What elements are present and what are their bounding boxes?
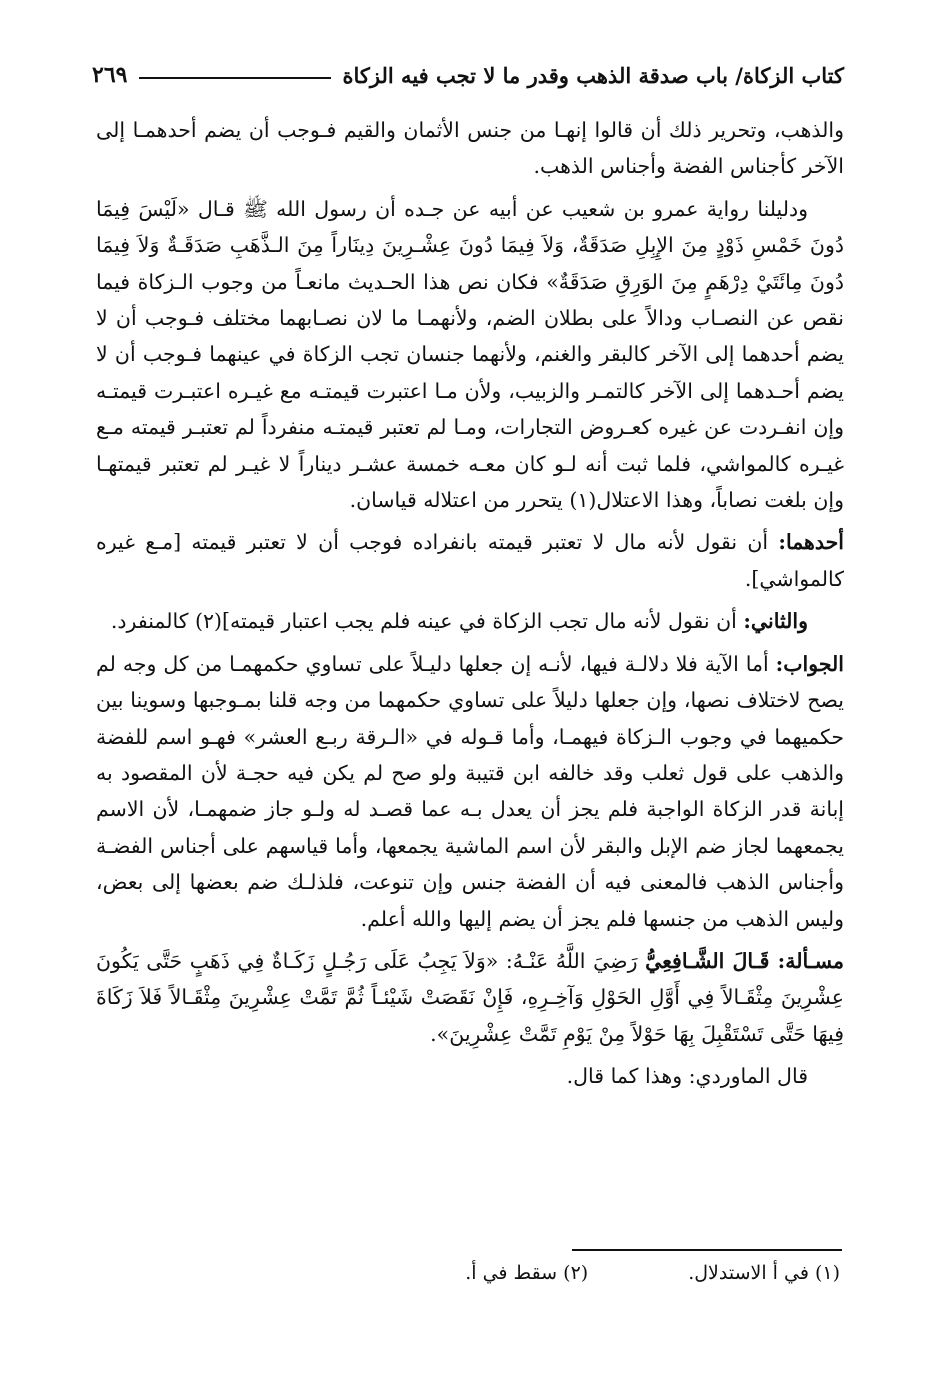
chapter-title: كتاب الزكاة/ باب صدقة الذهب وقدر ما لا تجب فيه الزكاة [342,63,844,88]
running-header [92,52,844,88]
footnote-1: (١) في أ الاستدلال. [688,1262,840,1284]
footnotes [280,1262,840,1284]
page-body [96,112,844,1101]
paragraph-3 [96,524,844,597]
paragraph-5-lead: الجواب: [775,651,844,676]
paragraph-7: قال الماوردي: وهذا كما قال. [566,1064,808,1089]
paragraph-1: والذهب، وتحرير ذلك أن قالوا إنهـا من جنس الأثمان والقيم فـوجب أن يضم أحدهمـا إلى الآخر كأجناس الفضة وأجناس الذهب. [96,118,844,179]
footnote-2: (٢) سقط في أ. [465,1262,589,1284]
footnote-rule [572,1249,842,1251]
paragraph-6-lead: مسـألة: قَـالَ الشَّـافِعِيُّ [645,948,844,973]
page-number: ٢٦٩ [92,62,128,88]
paragraph-3-text: أن نقول لأنه مال لا تعتبر قيمته بانفراده فوجب أن لا تعتبر قيمته [مـع غيره كالمواشي]. [96,530,844,591]
paragraph-5 [96,646,844,937]
paragraph-4-text: أن نقول لأنه مال تجب الزكاة في عينه فلم يجب اعتبار قيمته](٢) كالمنفرد. [110,609,744,634]
paragraph-2: ودليلنا رواية عمرو بن شعيب عن أبيه عن جـده أن رسول الله ﷺ قـال «لَيْسَ فِيمَا دُونَ خَمْسِ ذَوْدٍ مِنَ الإِبِلِ صَدَقَةٌ، وَلاَ فِيمَا دُونَ عِشْـرِينَ دِينَاراً مِنَ الـذَّهَبِ صَدَقَـةٌ وَلاَ فِيمَا دُونَ مِائَتَيْ دِرْهَمٍ مِنَ الوَرِقِ صَدَقَةٌ» فكان نص هذا الحـديث مانعـاً من وجوب الـزكاة فيما نقص عن النصـاب ودالاً على بطلان الضم، ولأنهمـا ما لان نصـابهما مختلف فـوجب أن لا يضم أحدهما إلى الآخر كالبقر والغنم، ولأنهما جنسان تجب الزكاة في عينهما فـوجب أن لا يضم أحـدهما إلى الآخر كالتمـر والزبيب، ولأن مـا اعتبرت قيمتـه مع غيـره اعتبـرت قيمتـه وإن انفـردت عن غيره كعـروض التجارات، ومـا لم تعتبر قيمتـه منفرداً لم تعتبـر قيمته مـع غيـره كالمواشي، فلما ثبت أنه لـو كان معـه خمسة عشـر ديناراً لا غيـر لم تعتبر قيمتهـا وإن بلغت نصاباً، وهذا الاعتلال(١) يتحرر من اعتلاله قياسان. [96,196,844,513]
paragraph-3-lead: أحدهما: [778,530,844,555]
paragraph-6-text: رَضِيَ اللَّهُ عَنْـهُ: «وَلاَ يَجِبُ عَلَى رَجُـلٍ زَكَـاةٌ فِي ذَهَبٍ حَتَّى يَكُونَ عِشْرِينَ مِثْقَـالاً فِي أَوَّلِ الحَوْلِ وَآخِـرِهِ، فَإِنْ نَقَصَتْ شَيْئـاً ثُمَّ تَمَّتْ عِشْرِينَ مِثْقَـالاً فَلاَ زَكَاةَ فِيهَا حَتَّى تَسْتَقْبِلَ بِهَا حَوْلاً مِنْ يَوْمِ تَمَّتْ عِشْرِينَ». [96,948,844,1046]
paragraph-5-text: أما الآية فلا دلالـة فيها، لأنـه إن جعلها دليـلاً على تساوي حكمهمـا من كل وجه لم يصح لاختلاف نصها، وإن جعلها دليلاً على تساوي حكمهما من وجه قلنا بمـوجبها وسوينا بين حكميهما في وجوب الـزكاة فيهمـا، وأما قـوله في «الـرقة ربـع العشر» فهـو اسم للفضة والذهب على قول ثعلب وقد خالفه ابن قتيبة ولو صح لم يكن فيه حجـة لأن المقصود به إبانة قدر الزكاة الواجبة فلم يجز أن يعدل بـه عما قصـد له ولـو جاز ضمهمـا، لأن الاسم يجمعهما لجاز ضم الإبل والبقر لأن اسم الماشية يجمعها، وأما قياسهم على أجناس الفضـة وأجناس الذهب فالمعنى فيه أن الفضة جنس وإن تنوعت، فلذلـك ضم بعضها إلى بعض، وليس الذهب من جنسها فلم يجز أن يضم إليها والله أعلم. [96,651,844,931]
paragraph-4-lead: والثاني: [743,609,808,634]
header-rule [139,77,330,79]
paragraph-6 [96,943,844,1052]
paragraph-4 [96,603,844,639]
